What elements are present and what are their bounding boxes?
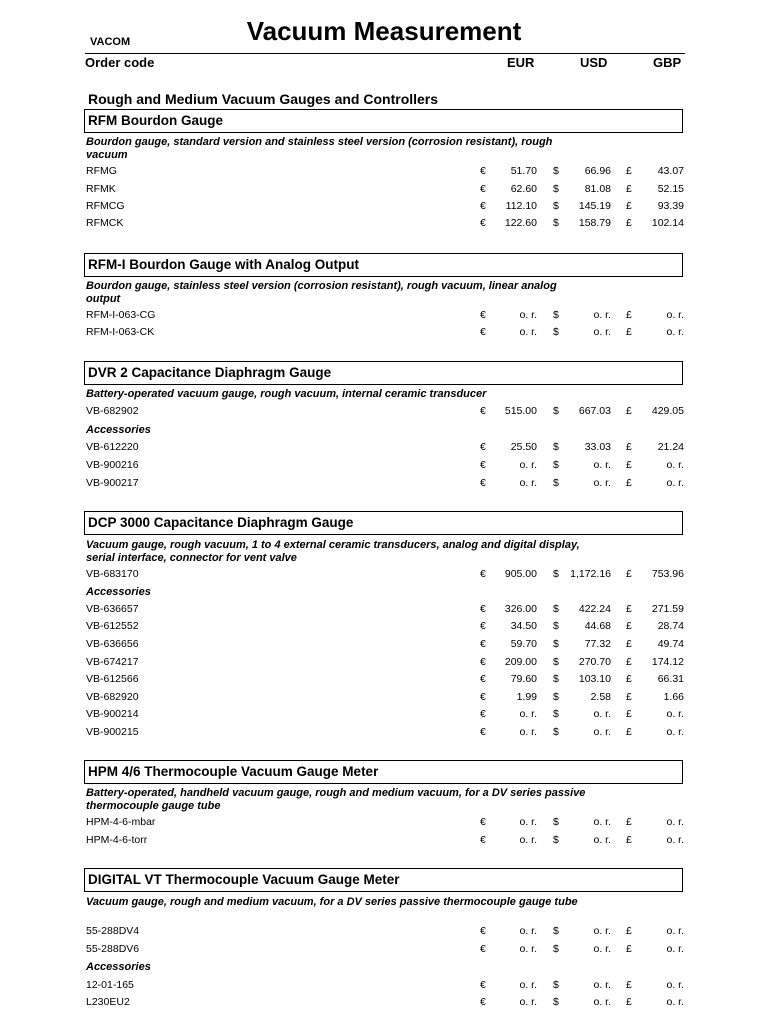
price-row <box>0 996 768 1010</box>
usd-price: 145.19 <box>578 200 611 212</box>
gbp-price: o. r. <box>666 979 684 991</box>
gbp-price: 271.59 <box>651 603 684 615</box>
gbp-price: 93.39 <box>657 200 684 212</box>
eur-symbol: € <box>480 568 486 580</box>
product-description: Vacuum gauge, rough vacuum, 1 to 4 external ceramic transducers, analog and digital display, serial interface, connector for vent valve <box>86 539 580 564</box>
usd-price: 44.68 <box>584 620 611 632</box>
product-group-title: RFM Bourdon Gauge <box>84 109 683 133</box>
usd-price: o. r. <box>593 477 611 489</box>
eur-price: 112.10 <box>505 200 537 212</box>
usd-price: o. r. <box>593 943 611 955</box>
product-group-title: DVR 2 Capacitance Diaphragm Gauge <box>84 361 683 385</box>
accessories-label: Accessories <box>86 961 151 973</box>
price-row <box>0 309 768 323</box>
usd-symbol: $ <box>553 309 559 321</box>
gbp-symbol: £ <box>626 477 632 489</box>
gbp-price: 28.74 <box>657 620 684 632</box>
order-code: 55-288DV6 <box>86 943 140 955</box>
product-description: Bourdon gauge, standard version and stainless steel version (corrosion resistant), rough vacuum <box>86 136 553 161</box>
eur-price: 1.99 <box>516 691 537 703</box>
eur-symbol: € <box>480 816 486 828</box>
eur-symbol: € <box>480 638 486 650</box>
gbp-symbol: £ <box>626 620 632 632</box>
price-row <box>0 925 768 939</box>
order-code: VB-683170 <box>86 568 139 580</box>
eur-price: 79.60 <box>510 673 537 685</box>
price-row <box>0 459 768 473</box>
eur-symbol: € <box>480 726 486 738</box>
price-row <box>0 834 768 848</box>
order-code: 12-01-165 <box>86 979 134 991</box>
price-row <box>0 638 768 652</box>
brand-name: VACOM <box>90 36 131 48</box>
accessories-label: Accessories <box>86 424 151 436</box>
eur-symbol: € <box>480 943 486 955</box>
usd-symbol: $ <box>553 673 559 685</box>
price-row <box>0 200 768 214</box>
eur-symbol: € <box>480 925 486 937</box>
gbp-price: 429.05 <box>651 405 684 417</box>
usd-price: 33.03 <box>584 441 611 453</box>
usd-symbol: $ <box>553 441 559 453</box>
eur-price: o. r. <box>519 816 537 828</box>
usd-symbol: $ <box>553 183 559 195</box>
gbp-price: o. r. <box>666 309 684 321</box>
price-row <box>0 326 768 340</box>
eur-symbol: € <box>480 996 486 1008</box>
usd-price: 270.70 <box>578 656 611 668</box>
usd-price: 81.08 <box>584 183 611 195</box>
gbp-price: o. r. <box>666 834 684 846</box>
accessories-label: Accessories <box>86 586 151 598</box>
gbp-symbol: £ <box>626 200 632 212</box>
eur-symbol: € <box>480 200 486 212</box>
order-code: L230EU2 <box>86 996 130 1008</box>
eur-price: 905.00 <box>504 568 537 580</box>
eur-price: 209.00 <box>504 656 537 668</box>
gbp-symbol: £ <box>626 459 632 471</box>
usd-symbol: $ <box>553 620 559 632</box>
price-row <box>0 568 768 582</box>
gbp-price: 43.07 <box>657 165 684 177</box>
usd-symbol: $ <box>553 405 559 417</box>
gbp-symbol: £ <box>626 568 632 580</box>
eur-symbol: € <box>480 656 486 668</box>
eur-symbol: € <box>480 603 486 615</box>
gbp-price: 1.66 <box>663 691 684 703</box>
eur-header: EUR <box>507 55 535 70</box>
eur-price: 515.00 <box>504 405 537 417</box>
eur-price: o. r. <box>519 834 537 846</box>
order-code: VB-682902 <box>86 405 139 417</box>
eur-symbol: € <box>480 405 486 417</box>
eur-price: o. r. <box>519 925 537 937</box>
order-code: VB-612552 <box>86 620 139 632</box>
order-code: VB-900217 <box>86 477 139 489</box>
eur-price: o. r. <box>519 708 537 720</box>
gbp-symbol: £ <box>626 726 632 738</box>
eur-symbol: € <box>480 183 486 195</box>
gbp-symbol: £ <box>626 979 632 991</box>
price-row <box>0 477 768 491</box>
usd-symbol: $ <box>553 816 559 828</box>
usd-price: o. r. <box>593 996 611 1008</box>
price-row <box>0 405 768 419</box>
gbp-symbol: £ <box>626 405 632 417</box>
product-description: Vacuum gauge, rough and medium vacuum, for a DV series passive thermocouple gauge tube <box>86 896 578 908</box>
usd-symbol: $ <box>553 568 559 580</box>
usd-price: 422.24 <box>578 603 611 615</box>
eur-symbol: € <box>480 834 486 846</box>
eur-price: 59.70 <box>510 638 537 650</box>
gbp-symbol: £ <box>626 996 632 1008</box>
usd-price: 2.58 <box>590 691 611 703</box>
usd-symbol: $ <box>553 638 559 650</box>
eur-symbol: € <box>480 620 486 632</box>
gbp-price: o. r. <box>666 326 684 338</box>
usd-symbol: $ <box>553 925 559 937</box>
eur-symbol: € <box>480 708 486 720</box>
eur-price: 34.50 <box>510 620 537 632</box>
usd-symbol: $ <box>553 726 559 738</box>
order-code: VB-612566 <box>86 673 139 685</box>
price-row <box>0 620 768 634</box>
gbp-price: o. r. <box>666 708 684 720</box>
usd-symbol: $ <box>553 834 559 846</box>
gbp-symbol: £ <box>626 326 632 338</box>
eur-symbol: € <box>480 441 486 453</box>
price-row <box>0 691 768 705</box>
gbp-symbol: £ <box>626 925 632 937</box>
usd-symbol: $ <box>553 996 559 1008</box>
gbp-header: GBP <box>653 55 682 70</box>
gbp-symbol: £ <box>626 816 632 828</box>
order-code: HPM-4-6-torr <box>86 834 148 846</box>
eur-symbol: € <box>480 459 486 471</box>
order-code: VB-900215 <box>86 726 139 738</box>
usd-price: o. r. <box>593 726 611 738</box>
order-code: RFMCG <box>86 200 125 212</box>
gbp-price: o. r. <box>666 816 684 828</box>
gbp-price: o. r. <box>666 477 684 489</box>
gbp-symbol: £ <box>626 673 632 685</box>
gbp-price: 52.15 <box>657 183 684 195</box>
usd-symbol: $ <box>553 943 559 955</box>
usd-price: o. r. <box>593 816 611 828</box>
usd-price: 667.03 <box>578 405 611 417</box>
order-code: VB-636657 <box>86 603 139 615</box>
gbp-price: 49.74 <box>657 638 684 650</box>
price-row <box>0 943 768 957</box>
usd-symbol: $ <box>553 165 559 177</box>
product-description: Battery-operated vacuum gauge, rough vacuum, internal ceramic transducer <box>86 388 487 400</box>
product-group-title: RFM-I Bourdon Gauge with Analog Output <box>84 253 683 277</box>
order-code: VB-682920 <box>86 691 139 703</box>
usd-symbol: $ <box>553 603 559 615</box>
eur-price: o. r. <box>519 726 537 738</box>
order-code: RFM-I-063-CG <box>86 309 156 321</box>
price-row <box>0 217 768 231</box>
eur-price: 25.50 <box>510 441 537 453</box>
price-row <box>0 603 768 617</box>
gbp-symbol: £ <box>626 834 632 846</box>
order-code: VB-612220 <box>86 441 139 453</box>
eur-symbol: € <box>480 165 486 177</box>
product-group-title: HPM 4/6 Thermocouple Vacuum Gauge Meter <box>84 760 683 784</box>
eur-symbol: € <box>480 673 486 685</box>
usd-price: o. r. <box>593 326 611 338</box>
price-row <box>0 165 768 179</box>
gbp-price: 102.14 <box>651 217 684 229</box>
order-code: RFMG <box>86 165 117 177</box>
gbp-symbol: £ <box>626 217 632 229</box>
eur-symbol: € <box>480 217 486 229</box>
section-title: Rough and Medium Vacuum Gauges and Controllers <box>88 91 439 107</box>
order-code: RFMCK <box>86 217 124 229</box>
gbp-price: 66.31 <box>657 673 684 685</box>
price-row <box>0 656 768 670</box>
gbp-symbol: £ <box>626 656 632 668</box>
eur-symbol: € <box>480 309 486 321</box>
eur-price: o. r. <box>519 459 537 471</box>
gbp-symbol: £ <box>626 708 632 720</box>
eur-price: 51.70 <box>510 165 537 177</box>
usd-symbol: $ <box>553 200 559 212</box>
gbp-symbol: £ <box>626 943 632 955</box>
eur-symbol: € <box>480 477 486 489</box>
eur-price: o. r. <box>519 309 537 321</box>
eur-price: 122.60 <box>504 217 537 229</box>
gbp-price: o. r. <box>666 726 684 738</box>
gbp-symbol: £ <box>626 691 632 703</box>
order-code: RFM-I-063-CK <box>86 326 155 338</box>
eur-symbol: € <box>480 691 486 703</box>
eur-price: 326.00 <box>504 603 537 615</box>
eur-price: o. r. <box>519 326 537 338</box>
order-code: HPM-4-6-mbar <box>86 816 156 828</box>
usd-price: o. r. <box>593 708 611 720</box>
usd-price: 77.32 <box>584 638 611 650</box>
usd-symbol: $ <box>553 979 559 991</box>
order-code: VB-900214 <box>86 708 139 720</box>
product-group-title: DIGITAL VT Thermocouple Vacuum Gauge Meter <box>84 868 683 892</box>
eur-symbol: € <box>480 326 486 338</box>
usd-symbol: $ <box>553 708 559 720</box>
price-row <box>0 673 768 687</box>
order-code: 55-288DV4 <box>86 925 140 937</box>
gbp-symbol: £ <box>626 183 632 195</box>
usd-symbol: $ <box>553 326 559 338</box>
usd-price: o. r. <box>593 925 611 937</box>
eur-price: o. r. <box>519 943 537 955</box>
product-description: Bourdon gauge, stainless steel version (corrosion resistant), rough vacuum, linear analog output <box>86 280 557 305</box>
price-row <box>0 708 768 722</box>
price-row <box>0 816 768 830</box>
usd-symbol: $ <box>553 691 559 703</box>
gbp-price: o. r. <box>666 943 684 955</box>
gbp-symbol: £ <box>626 441 632 453</box>
gbp-symbol: £ <box>626 165 632 177</box>
eur-symbol: € <box>480 979 486 991</box>
page-title: Vacuum Measurement <box>246 16 522 46</box>
usd-price: o. r. <box>593 309 611 321</box>
gbp-price: 174.12 <box>651 656 684 668</box>
column-header <box>85 53 685 74</box>
usd-price: 1,172.16 <box>570 568 611 580</box>
eur-price: o. r. <box>519 979 537 991</box>
product-group-title: DCP 3000 Capacitance Diaphragm Gauge <box>84 511 683 535</box>
gbp-price: 753.96 <box>651 568 684 580</box>
gbp-price: o. r. <box>666 925 684 937</box>
gbp-symbol: £ <box>626 638 632 650</box>
usd-symbol: $ <box>553 656 559 668</box>
order-code: VB-900216 <box>86 459 139 471</box>
gbp-symbol: £ <box>626 309 632 321</box>
order-code: VB-674217 <box>86 656 139 668</box>
gbp-price: o. r. <box>666 996 684 1008</box>
usd-price: 66.96 <box>584 165 611 177</box>
usd-symbol: $ <box>553 477 559 489</box>
eur-price: o. r. <box>519 477 537 489</box>
usd-price: o. r. <box>593 459 611 471</box>
usd-header: USD <box>580 55 608 70</box>
gbp-symbol: £ <box>626 603 632 615</box>
gbp-price: 21.24 <box>657 441 684 453</box>
usd-price: o. r. <box>593 834 611 846</box>
usd-price: 158.79 <box>578 217 611 229</box>
product-description: Battery-operated, handheld vacuum gauge, rough and medium vacuum, for a DV series passive thermocouple gauge tube <box>86 787 586 812</box>
usd-symbol: $ <box>553 217 559 229</box>
price-row <box>0 979 768 993</box>
order-code: VB-636656 <box>86 638 139 650</box>
usd-price: 103.10 <box>578 673 611 685</box>
price-row <box>0 726 768 740</box>
gbp-price: o. r. <box>666 459 684 471</box>
eur-price: o. r. <box>519 996 537 1008</box>
order-code: RFMK <box>86 183 116 195</box>
eur-price: 62.60 <box>510 183 537 195</box>
order-code-header: Order code <box>85 55 155 70</box>
price-row <box>0 441 768 455</box>
price-row <box>0 183 768 197</box>
usd-price: o. r. <box>593 979 611 991</box>
usd-symbol: $ <box>553 459 559 471</box>
